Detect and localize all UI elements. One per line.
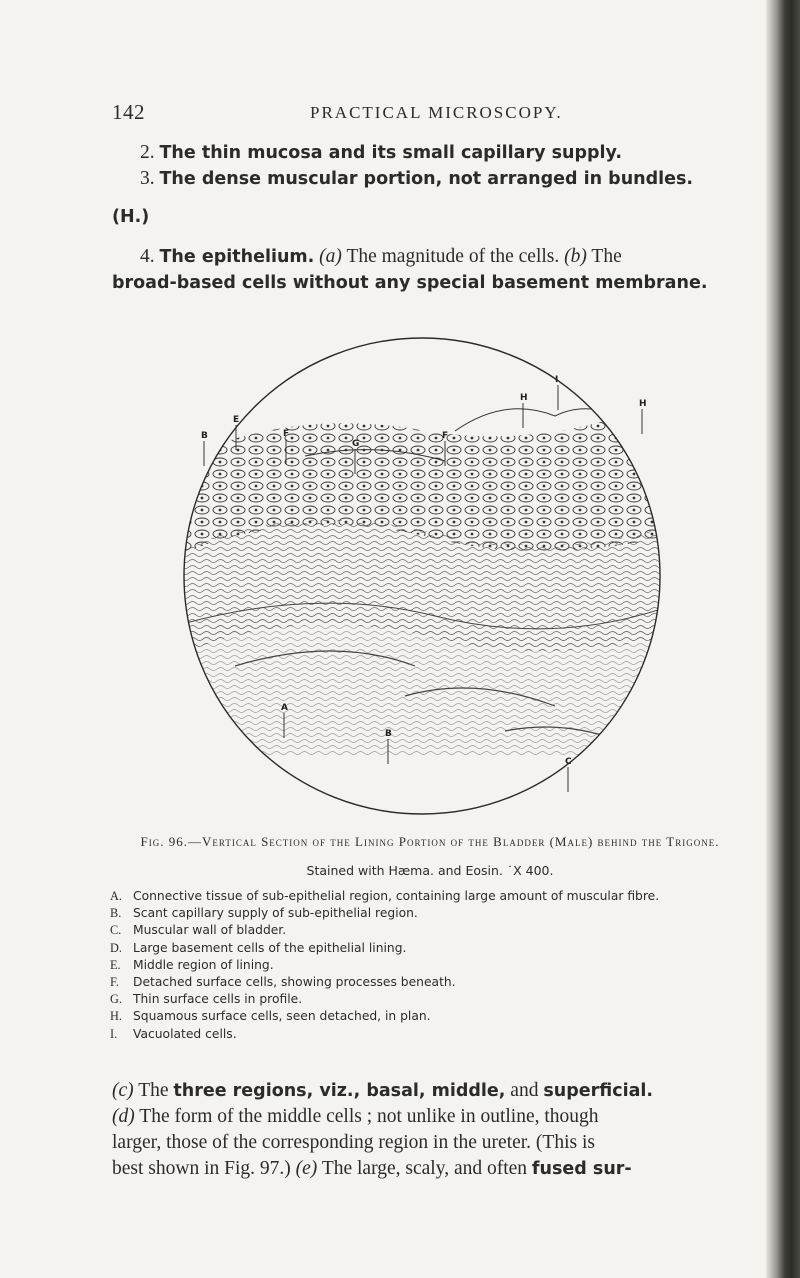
tissue-layers <box>175 336 670 821</box>
legend-key: H. <box>110 1009 122 1024</box>
paragraph-4-line2 <box>112 270 707 296</box>
item-text: The form of the middle cells ; not unlike in outline, though <box>139 1106 599 1127</box>
figure-label: B <box>385 729 392 739</box>
item-text: best shown in Fig. 97.) <box>112 1158 291 1179</box>
legend-text: Connective tissue of sub-epithelial region, containing large amount of muscular fibre. <box>133 889 660 903</box>
paragraph-4 <box>140 244 622 270</box>
paragraph-3 <box>140 166 693 192</box>
paragraph-line3 <box>112 1130 595 1156</box>
figure-label: H <box>639 399 647 409</box>
figure-label: F <box>283 429 290 439</box>
legend-key: D. <box>110 940 122 955</box>
paragraph-d <box>112 1104 599 1130</box>
item-text: The <box>138 1080 169 1101</box>
figure-label: G <box>352 439 360 449</box>
bladder-section-illustration <box>175 336 670 821</box>
caption-stain: Stained with Hæma. and Eosin. ˙X 400. <box>306 863 554 878</box>
section-label: (H.) <box>112 207 150 227</box>
item-text-bold: The epithelium. <box>159 247 315 267</box>
item-text: and <box>510 1080 539 1101</box>
figure-label: C <box>565 757 572 767</box>
item-number: 4. <box>140 246 155 267</box>
legend-text: Large basement cells of the epithelial lining. <box>133 940 407 955</box>
legend-key: G. <box>110 992 122 1007</box>
item-text: The dense muscular portion, not arranged in bundles. <box>159 169 694 189</box>
microscopy-figure <box>175 336 670 821</box>
figure-label: I <box>555 375 559 385</box>
figure-label: B <box>201 431 208 441</box>
page-number: 142 <box>112 100 145 124</box>
figure-label: H <box>520 393 528 403</box>
figure-caption <box>110 833 750 1043</box>
item-sub-text: The <box>591 246 622 267</box>
item-sub-label: (b) <box>564 246 587 267</box>
item-sub-text: The magnitude of the cells. <box>346 246 560 267</box>
paragraph-2 <box>140 140 622 166</box>
legend-key: I. <box>110 1026 118 1041</box>
figure-label: F <box>442 431 449 441</box>
legend-key: E. <box>110 957 121 972</box>
legend-text: Squamous surface cells, seen detached, in plan. <box>133 1009 431 1024</box>
legend-text: Detached surface cells, showing processes beneath. <box>133 975 456 990</box>
legend-item <box>110 974 750 991</box>
legend-item <box>110 905 750 922</box>
legend-key: C. <box>110 923 122 938</box>
item-sub-label: (d) <box>112 1106 135 1127</box>
item-text: The large, scaly, and often <box>321 1158 528 1179</box>
item-sub-label: (c) <box>112 1080 134 1101</box>
legend-text: Muscular wall of bladder. <box>133 923 287 938</box>
item-sub-label: (e) <box>295 1158 318 1179</box>
legend-key: F. <box>110 975 119 990</box>
legend-text: Middle region of lining. <box>133 957 274 972</box>
item-text: larger, those of the corresponding region in the ureter. (This is <box>112 1132 595 1153</box>
legend-item <box>110 1026 750 1043</box>
item-text-bold: broad-based cells without any special basement membrane. <box>112 273 708 293</box>
legend-item <box>110 991 750 1008</box>
figure-label: A <box>281 703 288 713</box>
legend-text: Vacuolated cells. <box>133 1026 237 1041</box>
item-number: 3. <box>140 168 155 189</box>
item-text: The thin mucosa and its small capillary supply. <box>159 143 622 163</box>
legend-item <box>110 957 750 974</box>
legend-item <box>110 940 750 957</box>
legend-text: Thin surface cells in profile. <box>133 992 303 1007</box>
item-text-bold: three regions, viz., basal, middle, <box>173 1081 506 1101</box>
legend-item <box>110 922 750 939</box>
legend-text: Scant capillary supply of sub-epithelial region. <box>133 906 418 921</box>
page-binding-edge <box>766 0 800 1278</box>
item-text-bold: superficial. <box>543 1081 654 1101</box>
figure-label: E <box>233 415 240 425</box>
paragraph-line4 <box>112 1156 632 1182</box>
legend-item <box>110 888 750 905</box>
section-heading <box>112 204 149 230</box>
legend-key: A. <box>110 889 122 903</box>
caption-title: Fig. 96.—Vertical Section of the Lining Portion of the Bladder (Male) behind the Trigone. <box>140 834 720 849</box>
item-text-bold: fused sur- <box>531 1159 632 1179</box>
item-number: 2. <box>140 142 155 163</box>
legend-key: B. <box>110 906 122 921</box>
item-sub-label: (a) <box>319 246 342 267</box>
figure-legend <box>110 888 750 1043</box>
paragraph-c <box>112 1078 653 1104</box>
legend-item <box>110 1008 750 1025</box>
running-head: PRACTICAL MICROSCOPY. <box>310 103 563 122</box>
